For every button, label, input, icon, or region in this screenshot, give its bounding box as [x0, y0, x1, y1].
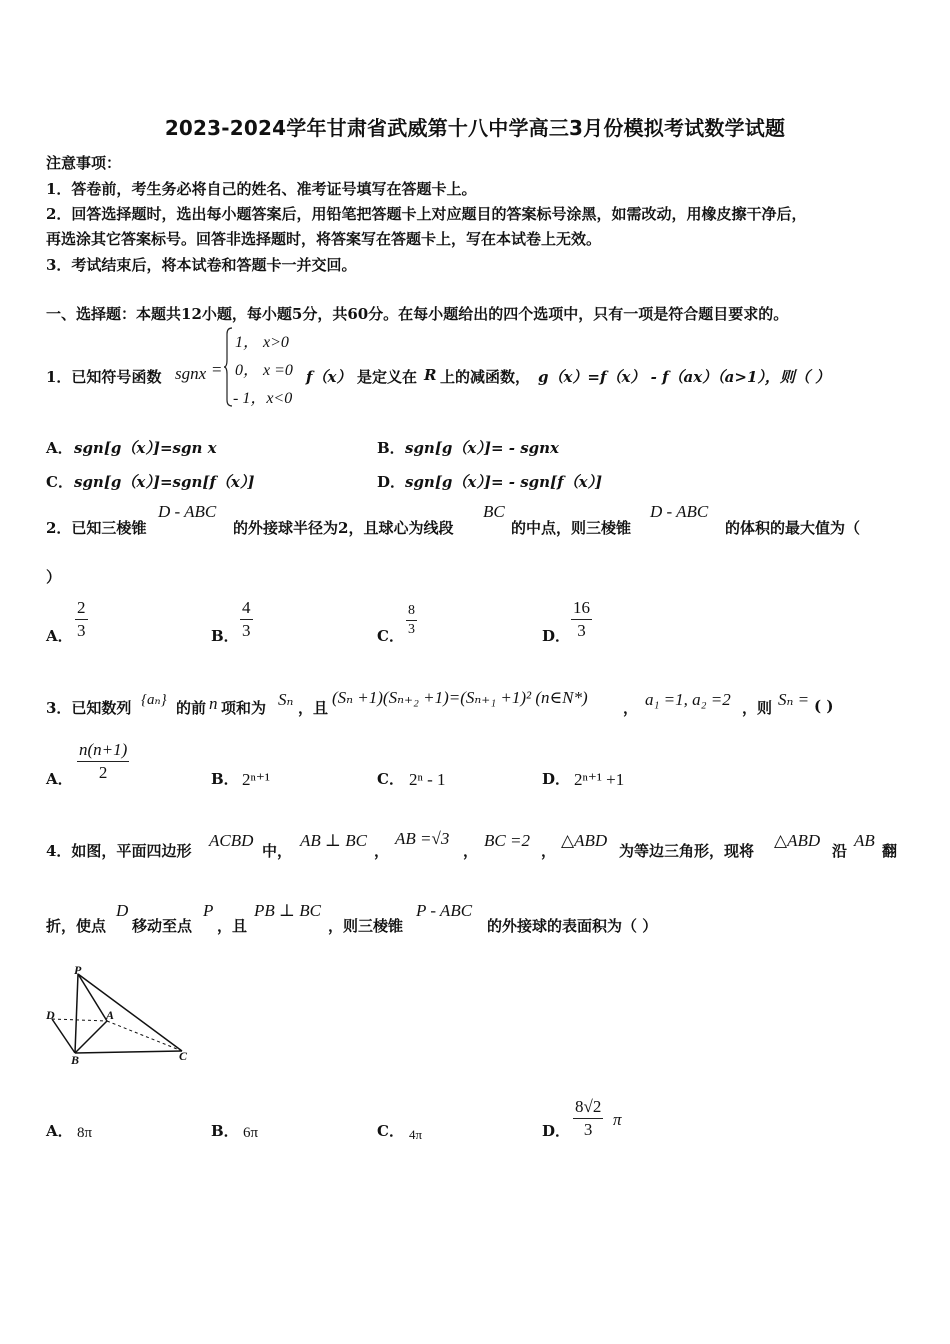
q3-option-c: 2ⁿ - 1: [409, 770, 446, 789]
q4-line2-text-5: 的外接球的表面积为（ ）: [487, 917, 658, 935]
q2-option-b-fraction: $\frac{4}{3}$: [242, 598, 251, 640]
q4-math-5: △ABD: [561, 831, 608, 850]
q1-R: R: [424, 366, 437, 384]
q2-option-a-label: A．: [46, 627, 73, 645]
q1-option-c: sgn[g（x）]=sgn[f（x）]: [74, 473, 255, 491]
q3-n: n: [209, 694, 218, 713]
q4-line2-math-3: PB ⊥ BC: [254, 901, 321, 920]
notice-heading: 注意事项：: [46, 154, 122, 172]
notice-item: 再选涂其它答案标号。回答非选择题时，将答案写在答题卡上，写在本试卷上无效。: [46, 230, 602, 248]
q4-option-a: 8π: [77, 1125, 93, 1141]
q2-text-4: ）: [46, 568, 62, 586]
edge-bc: [75, 1051, 182, 1053]
q3-option-d-label: D．: [542, 770, 571, 788]
edge-db: [52, 1019, 75, 1053]
q3-Sn-eq: Sₙ =: [778, 690, 810, 709]
q2-text-3: 的体积的最大值为（: [725, 519, 861, 537]
q3-Sn: Sₙ: [278, 690, 294, 709]
q3-option-b: 2ⁿ⁺¹: [242, 770, 270, 789]
q4-math-4: BC =2: [484, 831, 530, 850]
q2-text-1: 的外接球半径为2，且球心为线段: [233, 519, 454, 537]
q3-prefix: 3．已知数列: [46, 699, 132, 717]
q4-option-d-pi: π: [613, 1110, 622, 1129]
q4-option-a-label: A．: [46, 1122, 73, 1140]
q2-option-b-label: B．: [211, 627, 239, 645]
edge-da-dashed: [52, 1019, 107, 1021]
q4-line2-math-2: P: [203, 901, 214, 920]
q4-text-4: ，: [541, 842, 557, 860]
q1-text2: 上的减函数，: [440, 368, 531, 386]
q3-text-1: 的前: [176, 699, 207, 717]
q4-option-b: 6π: [243, 1125, 259, 1141]
q3-text-4: ，: [623, 699, 639, 717]
q2-text-2: 的中点，则三棱锥: [511, 519, 632, 537]
q4-line2-text-2: 移动至点: [132, 917, 193, 935]
q4-option-c-label: C．: [377, 1122, 404, 1140]
q2-math-1: D - ABC: [158, 502, 217, 521]
q4-text-3: ，: [463, 842, 479, 860]
edge-pa: [78, 974, 107, 1021]
q1-brace: [224, 326, 232, 408]
q1-fx: f（x）: [306, 368, 352, 386]
edge-pb: [75, 974, 78, 1053]
q1-option-c-label: C．: [46, 473, 73, 491]
q1-gx: g（x）=f（x） - f（ax）（a>1），则（ ）: [538, 368, 831, 386]
q4-line2-text-3: ，且: [217, 917, 248, 935]
q4-math-6: △ABD: [774, 831, 821, 850]
page-title: 2023-2024学年甘肃省武威第十八中学高三3月份模拟考试数学试题: [164, 116, 786, 140]
q2-math-2: BC: [483, 502, 505, 521]
q3-text-2: 项和为: [221, 699, 267, 717]
label-b: B: [71, 1053, 80, 1067]
q4-line2-math-1: D: [116, 901, 129, 920]
q3-text-5: ，则: [742, 699, 773, 717]
q4-text-2: ，: [374, 842, 390, 860]
q2-math-3: D - ABC: [650, 502, 709, 521]
q4-prefix: 4．如图，平面四边形: [46, 842, 192, 860]
q2-prefix: 2．已知三棱锥: [46, 519, 147, 537]
q3-option-c-label: C．: [377, 770, 404, 788]
q2-option-d-label: D．: [542, 627, 571, 645]
q2-option-c-fraction: $\frac{8}{3}$: [408, 603, 415, 637]
q1-sgnx: sgnx: [175, 364, 207, 383]
section-heading: 一、选择题：本题共12小题，每小题5分，共60分。在每小题给出的四个选项中，只有一项是符合题目要求的。: [46, 305, 789, 323]
notice-item: 1．答卷前，考生务必将自己的姓名、准考证号填写在答题卡上。: [46, 180, 477, 198]
edge-ac-dashed: [107, 1021, 182, 1051]
q4-text-7: 翻: [882, 842, 898, 860]
q1-option-a: sgn[g（x）]=sgn x: [74, 439, 217, 457]
q4-math-7: AB: [854, 831, 875, 850]
notice-item: 3．考试结束后，将本试卷和答题卡一并交回。: [46, 256, 357, 274]
q4-math-1: ACBD: [209, 831, 254, 850]
q4-math-2: AB ⊥ BC: [300, 831, 367, 850]
q1-option-b-label: B．: [377, 439, 405, 457]
edge-ba: [75, 1021, 107, 1053]
q1-text1: 是定义在: [357, 368, 418, 386]
label-d: D: [46, 1008, 55, 1022]
label-c: C: [179, 1049, 188, 1063]
q4-text-6: 沿: [832, 842, 848, 860]
q4-option-d-label: D．: [542, 1122, 571, 1140]
q3-an: {aₙ}: [141, 692, 167, 708]
q4-line2-text-4: ，则三棱锥: [328, 917, 404, 935]
q2-option-d-fraction: $\frac{16}{3}$: [573, 598, 590, 640]
q1-prefix: 1．已知符号函数: [46, 368, 162, 386]
q4-text-1: 中，: [262, 842, 293, 860]
q3-option-a-label: A．: [46, 770, 73, 788]
q4-line2-text-1: 折，使点: [46, 917, 107, 935]
label-a: A: [106, 1008, 115, 1022]
q3-text-6: ( ): [814, 697, 834, 715]
q1-option-b: sgn[g（x）]= - sgnx: [405, 439, 559, 457]
q1-option-d-label: D．: [377, 473, 406, 491]
q3-initial: a₁ =1, a₂ =2: [645, 690, 731, 709]
q4-option-c: 4π: [409, 1127, 423, 1142]
q1-option-a-label: A．: [46, 439, 73, 457]
q3-equation: (Sₙ +1)(Sₙ₊₂ +1)=(Sₙ₊₁ +1)² (n∈N*): [332, 688, 588, 707]
q2-option-c-label: C．: [377, 627, 404, 645]
q4-geometry-figure: [40, 962, 200, 1068]
edge-pc: [78, 974, 182, 1051]
q1-case: - 1，x<0: [233, 390, 293, 407]
q4-math-3: AB =√3: [395, 829, 450, 848]
q2-option-a-fraction: $\frac{2}{3}$: [77, 598, 86, 640]
q3-option-d: 2ⁿ⁺¹ +1: [574, 770, 625, 789]
q1-option-d: sgn[g（x）]= - sgn[f（x）]: [405, 473, 603, 491]
q4-option-d-fraction: $\frac{8√2}{3}$: [575, 1097, 602, 1139]
q3-option-a-fraction: $\frac{n(n+1)}{2}$: [79, 740, 128, 782]
q4-option-b-label: B．: [211, 1122, 239, 1140]
q3-text-3: ，且: [298, 699, 329, 717]
q4-line2-math-4: P - ABC: [416, 901, 473, 920]
q1-case: 0， x =0: [235, 362, 293, 379]
label-p: P: [74, 963, 82, 977]
q3-option-b-label: B．: [211, 770, 239, 788]
q1-eq: =: [212, 360, 222, 379]
notice-item: 2．回答选择题时，选出每小题答案后，用铅笔把答题卡上对应题目的答案标号涂黑，如需改动，用橡皮擦干净后，: [46, 205, 807, 223]
q1-case: 1， x>0: [235, 334, 289, 351]
q4-text-5: 为等边三角形，现将: [619, 842, 755, 860]
